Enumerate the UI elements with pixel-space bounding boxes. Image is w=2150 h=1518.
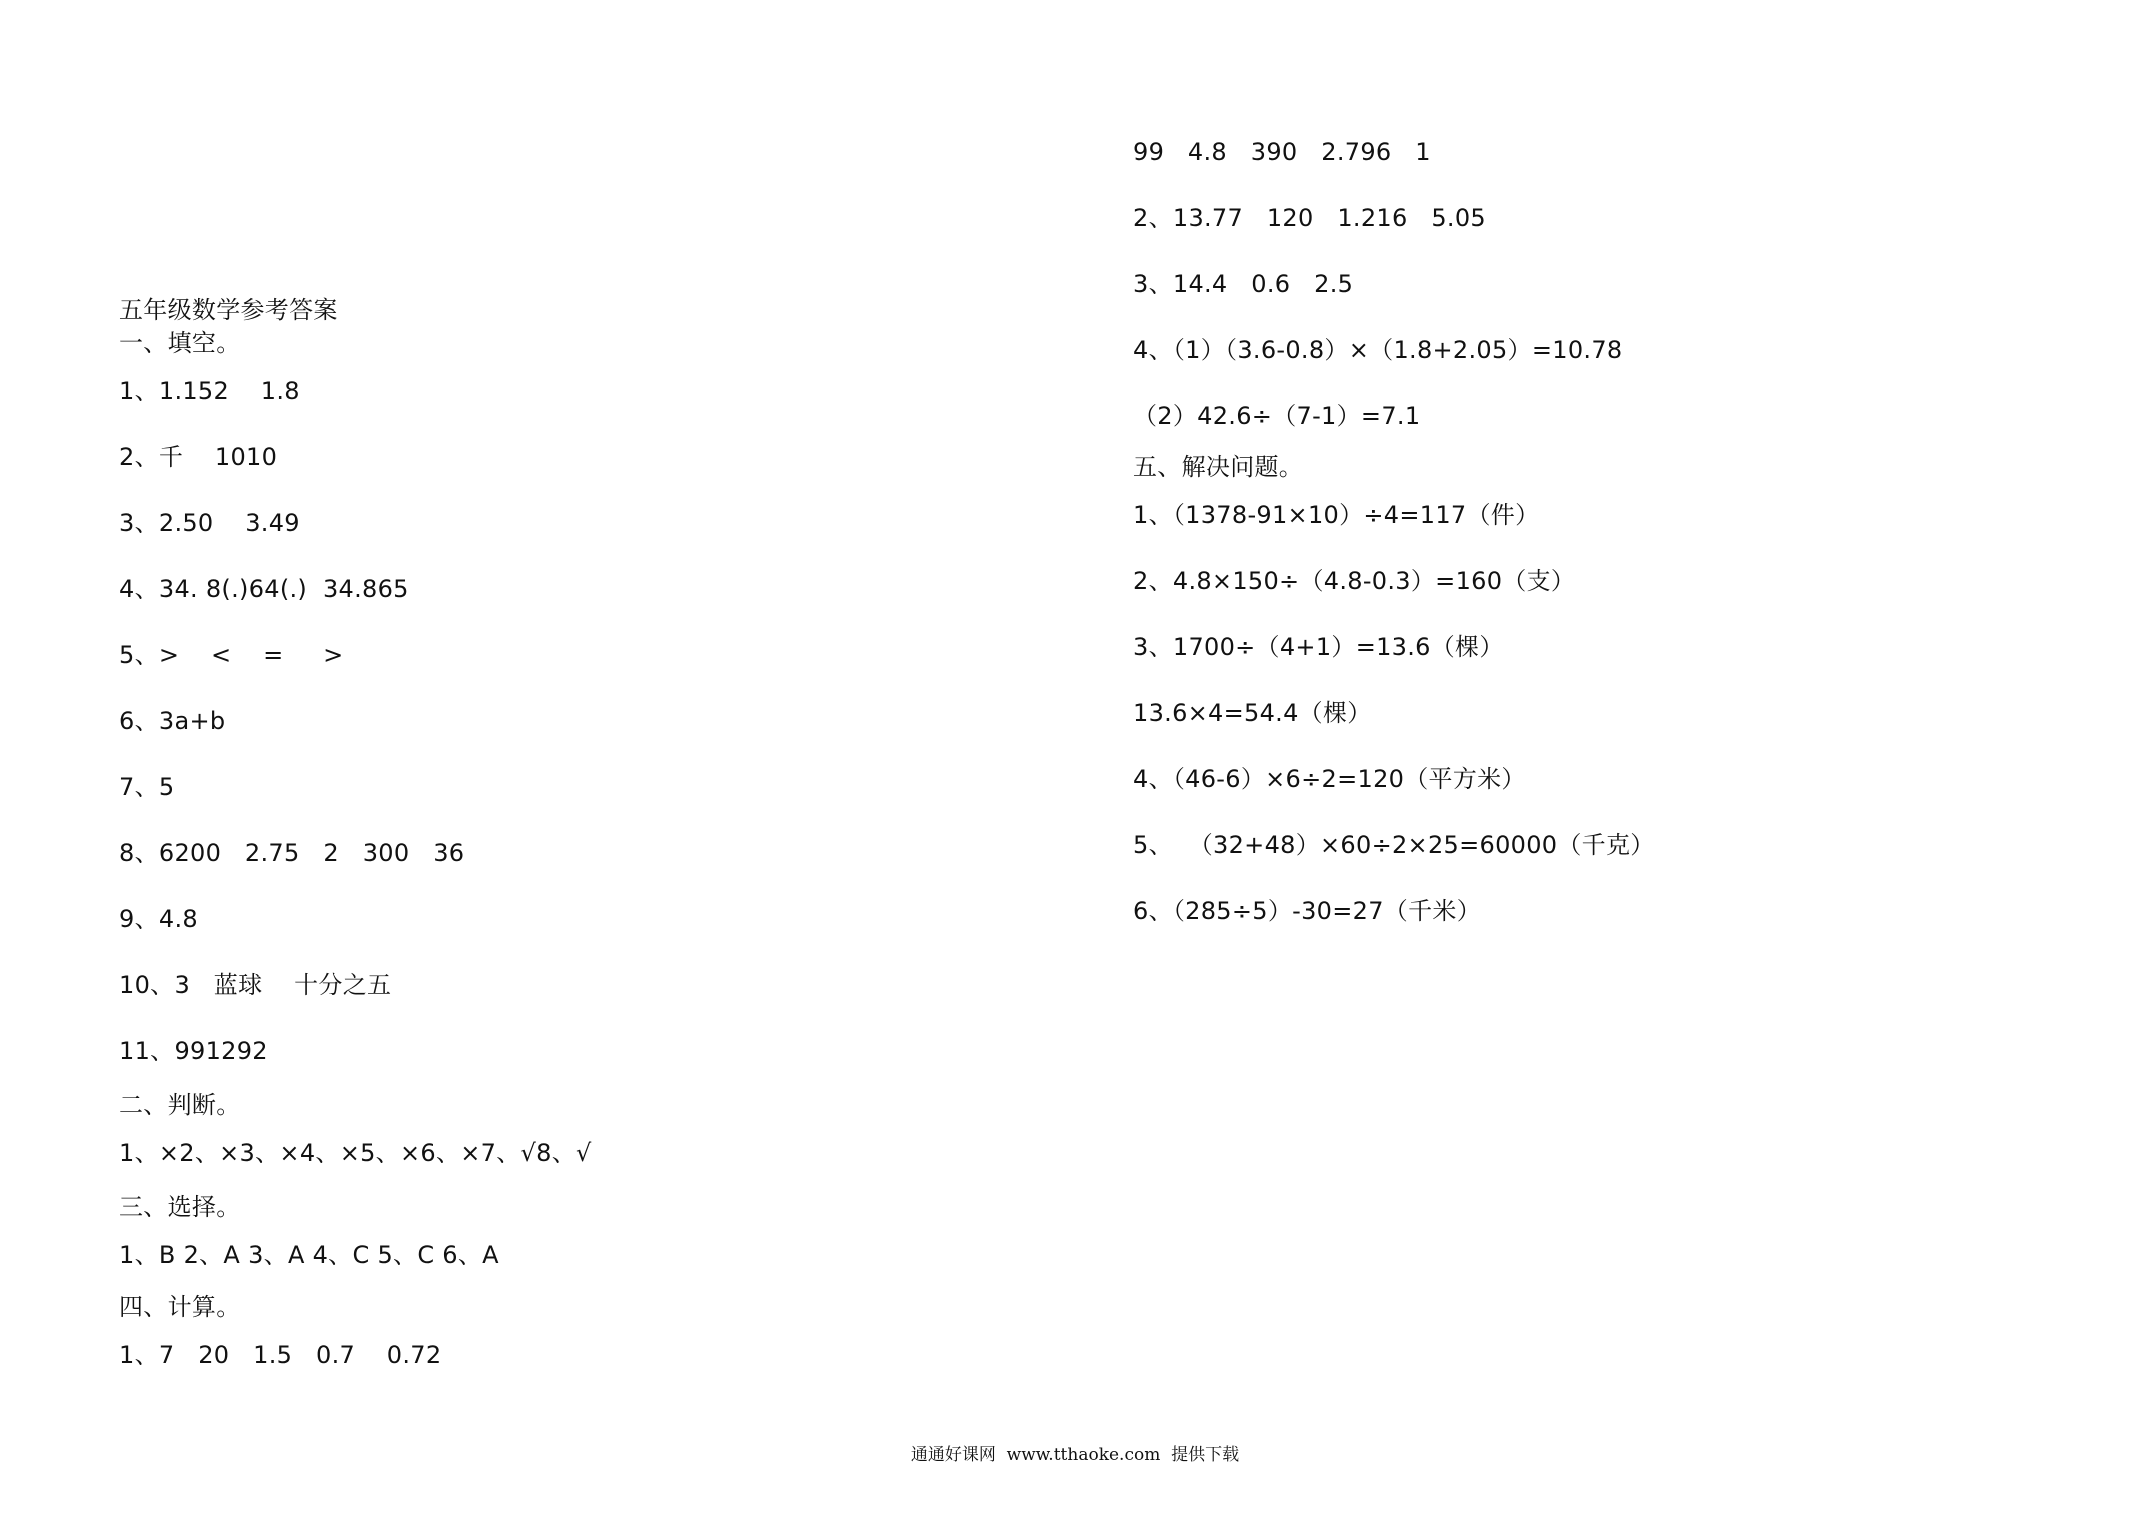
answer-line: 1、7 20 1.5 0.7 0.72 xyxy=(119,1341,442,1369)
section-heading-judgment: 二、判断。 xyxy=(119,1091,241,1119)
section-heading-fill-blank: 一、填空。 xyxy=(119,329,241,357)
answer-line: 8、6200 2.75 2 300 36 xyxy=(119,839,465,867)
answer-line: 3、14.4 0.6 2.5 xyxy=(1133,270,1354,298)
answer-line: 9、4.8 xyxy=(119,905,198,933)
answer-line: 11、991292 xyxy=(119,1037,268,1065)
answer-line: 1、1.152 1.8 xyxy=(119,377,300,405)
answer-line: 1、（1378-91×10）÷4=117（件） xyxy=(1133,501,1540,529)
answer-line: 13.6×4=54.4（棵） xyxy=(1133,699,1372,727)
section-heading-calculation: 四、计算。 xyxy=(119,1293,241,1321)
page-footer: 通通好课网 www.tthaoke.com 提供下载 xyxy=(910,1445,1240,1465)
answer-line: 10、3 蓝球 十分之五 xyxy=(119,971,392,999)
section-heading-choice: 三、选择。 xyxy=(119,1193,241,1221)
answer-line: 1、B 2、A 3、A 4、C 5、C 6、A xyxy=(119,1241,499,1269)
answer-line: 1、×2、×3、×4、×5、×6、×7、√8、√ xyxy=(119,1139,592,1167)
answer-line: 3、1700÷（4+1）=13.6（棵） xyxy=(1133,633,1504,661)
answer-line: 4、34. 8(.)64(.) 34.865 xyxy=(119,575,409,603)
answer-line: 4、（1）（3.6-0.8）×（1.8+2.05）=10.78 xyxy=(1133,336,1623,364)
answer-line: 2、13.77 120 1.216 5.05 xyxy=(1133,204,1486,232)
section-heading-problem-solving: 五、解决问题。 xyxy=(1133,453,1304,481)
answer-line: （2）42.6÷（7-1）=7.1 xyxy=(1133,402,1421,430)
answer-line: 7、5 xyxy=(119,773,175,801)
answer-line: 99 4.8 390 2.796 1 xyxy=(1133,138,1431,166)
answer-line: 4、（46-6）×6÷2=120（平方米） xyxy=(1133,765,1526,793)
answer-line: 2、千 1010 xyxy=(119,443,278,471)
answer-line: 5、 （32+48）×60÷2×25=60000（千克） xyxy=(1133,831,1655,859)
answer-line: 6、（285÷5）-30=27（千米） xyxy=(1133,897,1482,925)
answer-line: 2、4.8×150÷（4.8-0.3）=160（支） xyxy=(1133,567,1576,595)
answer-line: 3、2.50 3.49 xyxy=(119,509,300,537)
document-title: 五年级数学参考答案 xyxy=(119,296,338,324)
answer-line: 6、3a+b xyxy=(119,707,226,735)
answer-line: 5、> < = > xyxy=(119,641,344,669)
